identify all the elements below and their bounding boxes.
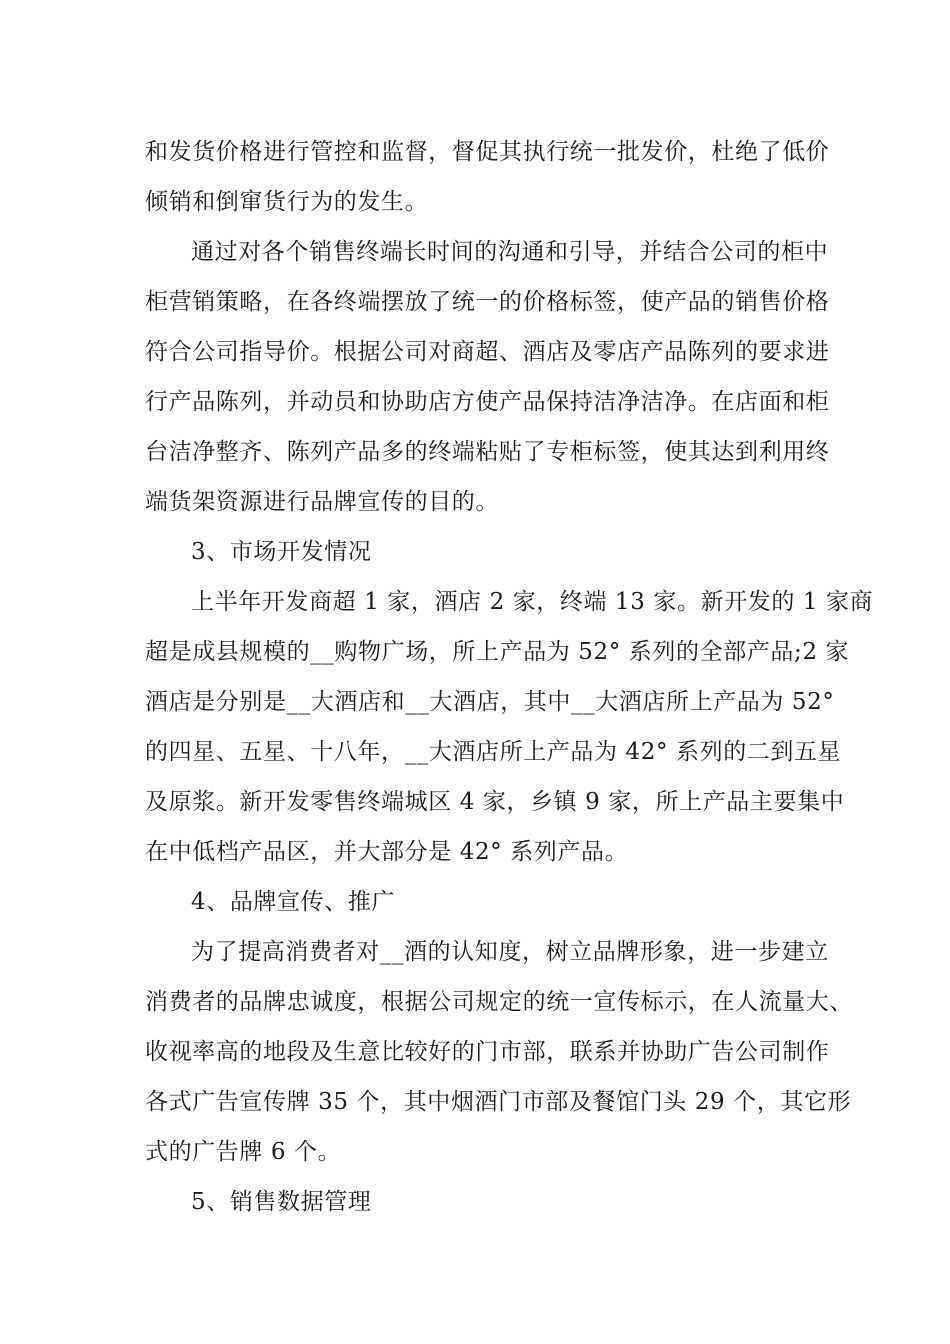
text-line: 符合公司指导价。根据公司对商超、酒店及零店产品陈列的要求进 <box>145 339 830 365</box>
paragraph-start-line: 为了提高消费者对__酒的认知度，树立品牌形象，进一步建立 <box>191 939 829 965</box>
section-heading: 3、市场开发情况 <box>191 539 372 565</box>
text-line: 的四星、五星、十八年，__大酒店所上产品为 42° 系列的二到五星 <box>145 739 842 765</box>
text-line: 在中低档产品区，并大部分是 42° 系列产品。 <box>145 839 629 865</box>
text-line: 柜营销策略，在各终端摆放了统一的价格标签，使产品的销售价格 <box>145 289 830 315</box>
text-line: 各式广告宣传牌 35 个，其中烟酒门市部及餐馆门头 29 个，其它形 <box>145 1089 852 1115</box>
section-heading: 4、品牌宣传、推广 <box>191 889 396 915</box>
text-line: 行产品陈列，并动员和协助店方使产品保持洁净洁净。在店面和柜 <box>145 389 830 415</box>
text-line: 收视率高的地段及生意比较好的门市部，联系并协助广告公司制作 <box>145 1039 830 1065</box>
text-line: 和发货价格进行管控和监督，督促其执行统一批发价，杜绝了低价 <box>145 139 830 165</box>
paragraph-start-line: 通过对各个销售终端长时间的沟通和引导，并结合公司的柜中 <box>191 239 829 265</box>
text-line: 超是成县规模的__购物广场，所上产品为 52° 系列的全部产品;2 家 <box>145 639 850 665</box>
text-line: 消费者的品牌忠诚度，根据公司规定的统一宣传标示，在人流量大、 <box>145 989 853 1015</box>
text-line: 式的广告牌 6 个。 <box>145 1139 342 1165</box>
text-line: 酒店是分别是__大酒店和__大酒店，其中__大酒店所上产品为 52° <box>145 689 835 715</box>
text-line: 台洁净整齐、陈列产品多的终端粘贴了专柜标签，使其达到利用终 <box>145 439 830 465</box>
text-line: 倾销和倒窜货行为的发生。 <box>145 189 429 215</box>
text-line: 端货架资源进行品牌宣传的目的。 <box>145 489 499 515</box>
paragraph-start-line: 上半年开发商超 1 家，酒店 2 家，终端 13 家。新开发的 1 家商 <box>191 589 874 615</box>
section-heading: 5、销售数据管理 <box>191 1189 372 1215</box>
text-line: 及原浆。新开发零售终端城区 4 家，乡镇 9 家，所上产品主要集中 <box>145 789 845 815</box>
